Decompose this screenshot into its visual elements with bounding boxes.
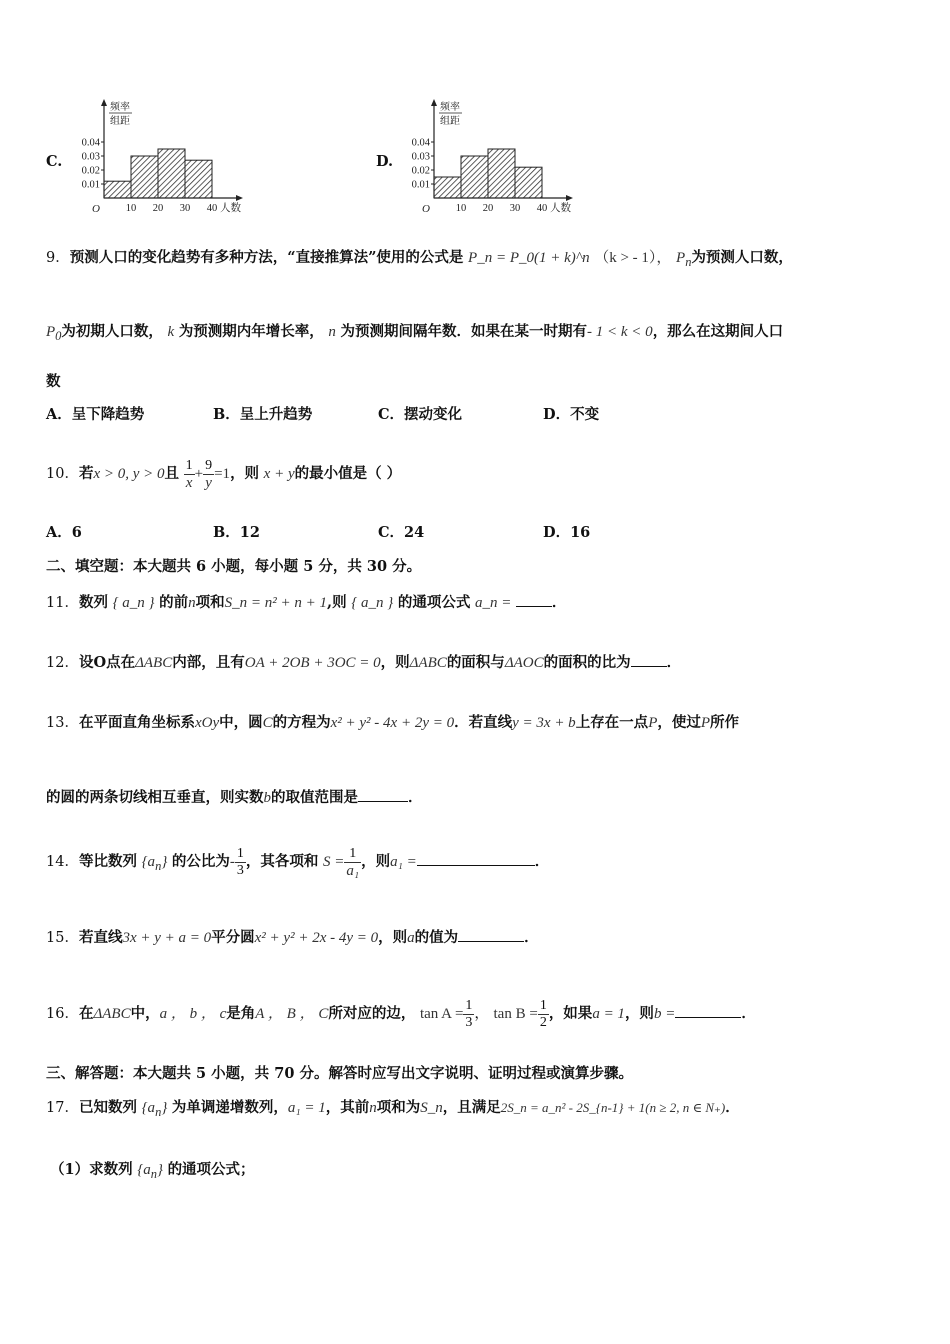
q12-text: ，则: [380, 654, 410, 671]
q9-text: 为初期人口数，: [61, 323, 163, 340]
q17-text: 已知数列: [78, 1099, 137, 1116]
q9-text: 为预测人口数，: [691, 249, 793, 266]
q14-text: 等比数列: [78, 853, 137, 870]
y-axis-label-top: 频率: [440, 102, 460, 113]
y-axis-label-bottom: 组距: [440, 116, 460, 127]
sequence-symbol: $\{a_n\}$: [141, 854, 168, 873]
q12-text: ．: [666, 654, 682, 671]
section-3-heading: 三、解答题：本大题共 5 小题，共 70 分。解答时应写出文字说明、证明过程或演算步骤。: [46, 1065, 633, 1082]
q12-text: O: [93, 654, 107, 671]
question-number: 15．: [46, 930, 79, 946]
option-text: 呈下降趋势: [71, 406, 145, 423]
question-17: [46, 1098, 740, 1122]
q9-text: 预测人口的变化趋势有多种方法，“直接推算法”使用的公式是: [69, 249, 464, 266]
histogram-c: [72, 98, 272, 218]
question-9-line-3: 数: [46, 373, 61, 390]
option-label: D．: [543, 524, 571, 541]
question-11: [46, 593, 566, 613]
histogram-bar: [461, 156, 488, 198]
option-text: 不变: [570, 406, 600, 423]
y-tick-label: 0.01: [81, 179, 100, 191]
n-symbol: n: [369, 1100, 377, 1116]
n-symbol: n: [188, 595, 196, 611]
triangle-abc: ΔABC: [93, 1006, 131, 1022]
q13-text: 的方程为: [272, 714, 331, 731]
q17-text: 项和为: [376, 1099, 421, 1116]
question-number: 11．: [46, 595, 79, 611]
option-text: 12: [239, 524, 260, 541]
sequence-symbol: { a_n }: [112, 595, 155, 611]
q12-text: 的面积的比为: [543, 654, 631, 671]
q17-a1: a₁ = 1: [287, 1100, 326, 1116]
question-9-line-2: [46, 322, 783, 346]
answer-blank[interactable]: [358, 801, 408, 802]
histogram-d: [402, 98, 602, 218]
option-text: 6: [71, 524, 82, 541]
sequence-symbol: $\{a_n\}$: [141, 1100, 168, 1119]
q13-text: 上存在一点: [575, 714, 649, 731]
question-17-part-1: [50, 1160, 255, 1184]
circle-equation: x² + y² + 2x - 4y = 0: [254, 930, 379, 946]
q9-text: ，那么在这期间人口: [652, 323, 784, 340]
x-tick-label: 30: [179, 203, 191, 214]
q9-text: 为预测期内年增长率，: [178, 323, 324, 340]
option-label: A．: [46, 406, 72, 423]
q15-text: 若直线: [78, 929, 123, 946]
tan-b: tan B =: [493, 1006, 538, 1022]
q13-text: ，使过: [657, 714, 701, 731]
q16-text: ，如果: [548, 1005, 593, 1022]
tan-a: tan A =: [419, 1006, 464, 1022]
q12-text: 内部，且有: [172, 654, 245, 671]
option-c[interactable]: [378, 523, 424, 543]
line-equation: 3x + y + a = 0: [122, 930, 212, 946]
q11-text: 项和: [195, 594, 225, 611]
a-symbol: a: [407, 930, 415, 946]
option-a[interactable]: [46, 523, 82, 543]
y-tick-label: 0.04: [411, 137, 430, 149]
question-13-line-2: [46, 788, 423, 808]
histogram-bar: [131, 156, 158, 198]
option-label: C．: [378, 406, 405, 423]
n-symbol: n: [328, 324, 336, 340]
option-label: B．: [213, 406, 240, 423]
q15-text: ，则: [378, 929, 408, 946]
q13-text: 所作: [710, 714, 740, 731]
q13-text: 的圆的两条切线相互垂直，则实数: [46, 789, 264, 806]
question-number: 13．: [46, 715, 79, 731]
option-text: 16: [570, 524, 591, 541]
option-label: D．: [543, 406, 571, 423]
p0-symbol: $P_0$: [46, 324, 62, 343]
histogram-bar: [488, 149, 515, 198]
fraction-one-half: $\frac{1}{2}$: [539, 997, 547, 1030]
q16-text: 所对应的边，: [328, 1005, 416, 1022]
q13-text: 的取值范围是: [271, 789, 358, 806]
option-label: C.: [46, 153, 63, 170]
q9-formula: P_n = P_0(1 + k)^n: [468, 250, 590, 266]
histogram-bar: [104, 181, 131, 198]
q10-condition: x > 0, y > 0: [93, 466, 165, 482]
q16-text: 中，: [130, 1005, 160, 1022]
x-tick-label: 20: [482, 203, 494, 214]
vector-equation: OA + 2OB + 3OC = 0: [244, 655, 381, 671]
q9-text: 为预测期间隔年数．如果在某一时期有: [340, 323, 588, 340]
question-15: [46, 928, 539, 948]
fraction-1-over-x: $\frac{1}{x}$: [185, 457, 193, 491]
q10-expr: x + y: [263, 466, 295, 482]
q17-text: ，且满足: [442, 1099, 501, 1116]
x-tick-label: 40: [536, 203, 548, 214]
circle-c: C: [262, 715, 273, 731]
fraction-one-third: $\frac{1}{3}$: [465, 997, 473, 1030]
q16-condition: a = 1: [592, 1006, 625, 1022]
q17-text: ．: [725, 1099, 740, 1116]
b-symbol: b: [263, 790, 271, 806]
line-equation: y = 3x + b: [512, 715, 576, 731]
q15-text: ．: [524, 929, 539, 946]
option-text: 24: [404, 524, 425, 541]
q16-text: 是角: [226, 1005, 256, 1022]
origin-label: O: [92, 203, 100, 215]
q11-an: a_n =: [474, 595, 512, 611]
point-p: P: [700, 715, 711, 731]
point-p: P: [648, 715, 658, 731]
y-tick-label: 0.03: [411, 151, 430, 163]
coordinate-system: xOy: [194, 715, 220, 731]
x-axis-arrow: [566, 195, 573, 201]
y-tick-label: 0.01: [411, 179, 430, 191]
question-number: 12．: [46, 655, 79, 671]
q16-text: 在: [78, 1005, 94, 1022]
part-text: 的通项公式；: [167, 1161, 255, 1178]
y-axis-label-bottom: 组距: [110, 116, 130, 127]
q10-text: ，则: [230, 465, 260, 482]
answer-blank[interactable]: [516, 606, 552, 607]
y-axis-arrow: [101, 99, 107, 106]
answer-blank[interactable]: [417, 865, 535, 866]
option-label: C．: [378, 524, 405, 541]
q11-text: 的通项公式: [397, 594, 471, 611]
option-label: A．: [46, 524, 72, 541]
question-number: 17．: [46, 1100, 79, 1116]
q14-text: 的公比为: [171, 853, 230, 870]
question-number: 10．: [46, 466, 79, 482]
section-2-heading: 二、填空题：本大题共 6 小题，每小题 5 分，共 30 分。: [46, 558, 422, 575]
question-13-line-1: [46, 713, 739, 733]
y-axis-label-top: 频率: [110, 102, 130, 113]
q10-text: 且: [164, 465, 180, 482]
option-d[interactable]: [543, 405, 599, 425]
histogram-bar: [515, 167, 542, 198]
answer-blank[interactable]: [675, 1017, 741, 1018]
option-b[interactable]: [213, 405, 312, 425]
histogram-bar: [158, 149, 185, 198]
fraction-9-over-y: $\frac{9}{y}$: [205, 457, 213, 491]
q11-sn: S_n = n² + n + 1: [224, 595, 328, 611]
x-tick-label: 40: [206, 203, 218, 214]
part-label: （1）求数列: [50, 1161, 133, 1178]
circle-equation: x² + y² - 4x + 2y = 0: [330, 715, 455, 731]
q15-text: 的值为: [414, 929, 459, 946]
x-tick-label: 10: [125, 203, 137, 214]
y-tick-label: 0.04: [81, 137, 100, 149]
q14-text: ，则: [361, 853, 391, 870]
q11-text: ,则: [327, 594, 347, 611]
triangle-abc: ΔABC: [135, 655, 173, 671]
x-axis-arrow: [236, 195, 243, 201]
q16-text: ，则: [624, 1005, 654, 1022]
angles: A ， B ， C: [255, 1006, 329, 1022]
q9-condition: （k > - 1），: [594, 250, 672, 266]
q17-text: ，其前: [325, 1099, 370, 1116]
x-axis-label: 人数: [220, 203, 241, 214]
q9-range: - 1 < k < 0: [587, 324, 653, 340]
q12-text: 设: [78, 654, 94, 671]
q13-text: ．若直线: [454, 714, 513, 731]
y-tick-label: 0.02: [411, 165, 430, 177]
sequence-symbol: $\{a_n\}$: [137, 1162, 163, 1181]
option-a[interactable]: [46, 405, 144, 425]
x-tick-label: 30: [509, 203, 521, 214]
fraction-1-over-a1: $\frac{1}{\text{a₁}}$: [346, 845, 360, 879]
question-16: 16．在ΔABC中，a ， b ， c是角A ， B ， C所对应的边， tan A = $\frac{1}{3}$ ， tan B = $\frac{1}{2}$ ，如果a = 1，则b = ．: [46, 997, 756, 1030]
question-12: [46, 653, 681, 673]
triangle-abc: ΔABC: [409, 655, 447, 671]
y-axis-arrow: [431, 99, 437, 106]
pn-symbol: $P_n$: [676, 250, 692, 269]
option-label: B．: [213, 524, 240, 541]
question-number: 9．: [46, 250, 70, 266]
q16-b: b =: [653, 1006, 676, 1022]
q17-relation: 2S_n = a_n² - 2S_{n-1} + 1(n ≥ 2, n ∈ N₊): [500, 1100, 726, 1115]
histogram-bar: [434, 177, 461, 198]
k-symbol: k: [167, 324, 175, 340]
question-10: 10．若x > 0, y > 0且 $\frac{1}{x}$ + $\frac{9}{y}$ =1，则 x + y的最小值是（ ）: [46, 457, 402, 491]
triangle-aoc: ΔAOC: [504, 655, 544, 671]
q13-text: 中，圆: [219, 714, 263, 731]
q11-text: 的前: [159, 594, 189, 611]
q13-text: 在平面直角坐标系: [78, 714, 195, 731]
q10-text: 的最小值是（ ）: [294, 465, 402, 482]
q11-text: ．: [551, 594, 567, 611]
question-number: 14．: [46, 854, 79, 870]
answer-blank[interactable]: [458, 941, 524, 942]
origin-label: O: [422, 203, 430, 215]
option-label: D.: [376, 153, 394, 170]
q14-text: ，其各项和: [245, 853, 319, 870]
answer-blank[interactable]: [631, 666, 667, 667]
q12-text: 点在: [106, 654, 136, 671]
option-d[interactable]: [543, 523, 590, 543]
q14-text: ．: [534, 853, 550, 870]
x-tick-label: 20: [152, 203, 164, 214]
option-c[interactable]: [378, 405, 462, 425]
sequence-symbol: { a_n }: [351, 595, 394, 611]
question-14: 14．等比数列 $\{a_n\}$ 的公比为- $\frac{1}{3}$ ，其各项和 S = $\frac{1}{\text{a₁}}$ ，则a₁ = ．: [46, 845, 550, 879]
sides: a ， b ， c: [159, 1006, 227, 1022]
q11-text: 数列: [78, 594, 108, 611]
option-text: 摆动变化: [404, 406, 463, 423]
option-text: 呈上升趋势: [239, 406, 313, 423]
q10-text: 若: [78, 465, 94, 482]
q15-text: 平分圆: [211, 929, 255, 946]
q17-text: 为单调递增数列，: [171, 1099, 288, 1116]
q16-text: ．: [741, 1005, 756, 1022]
q12-text: 的面积与: [446, 654, 505, 671]
question-number: 16．: [46, 1006, 79, 1022]
histogram-bar: [185, 160, 212, 198]
y-tick-label: 0.03: [81, 151, 100, 163]
y-tick-label: 0.02: [81, 165, 100, 177]
question-9-line-1: [46, 248, 793, 272]
sn-symbol: S_n: [420, 1100, 443, 1116]
q13-text: ．: [408, 789, 423, 806]
q14-a1: a₁ =: [390, 854, 417, 870]
x-tick-label: 10: [455, 203, 467, 214]
fraction-one-third: $\frac{1}{3}$: [236, 845, 244, 878]
x-axis-label: 人数: [550, 203, 571, 214]
option-b[interactable]: [213, 523, 260, 543]
